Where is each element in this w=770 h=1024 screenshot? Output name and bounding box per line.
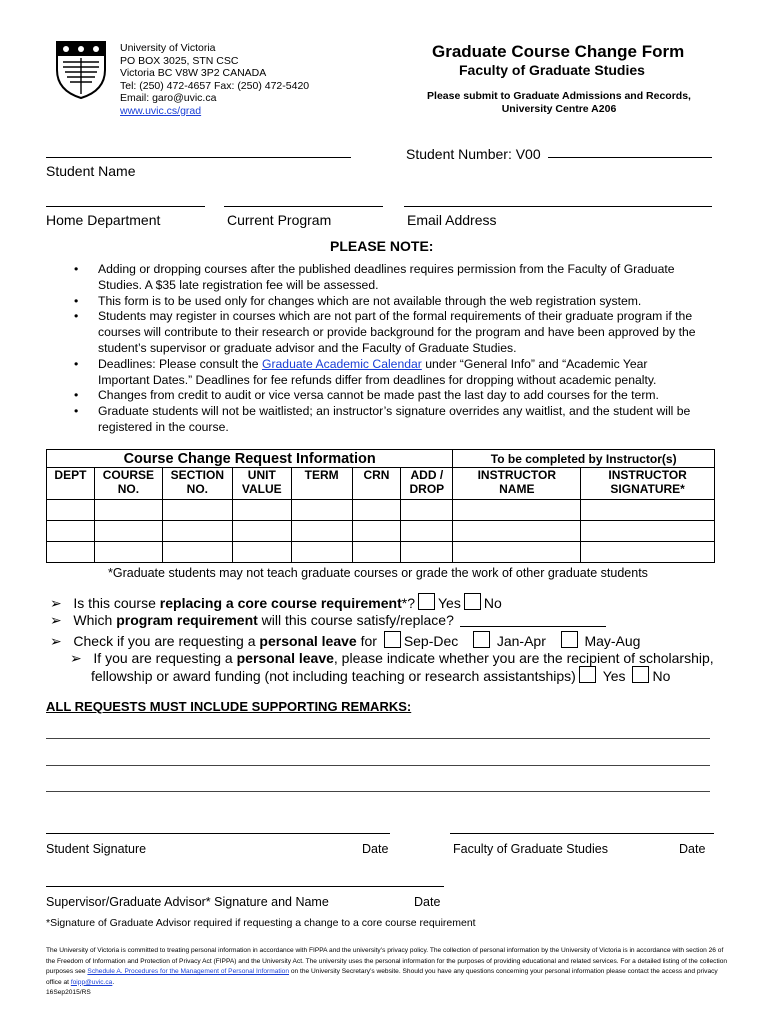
student-date-label: Date [362, 842, 389, 856]
university-crest [54, 40, 108, 100]
submit-line: Please submit to Graduate Admissions and Records, [427, 90, 691, 102]
fgs-date-label: Date [679, 842, 706, 856]
note-item: • This form is to be used only for changes which are not available through the web registration system. [74, 293, 642, 308]
funding-yes-checkbox[interactable] [579, 666, 596, 683]
fgs-label: Faculty of Graduate Studies [453, 842, 608, 856]
col-header-instructor-signature: INSTRUCTOR SIGNATURE* [581, 468, 715, 500]
jan-apr-checkbox[interactable] [473, 631, 490, 648]
student-signature-label: Student Signature [46, 842, 147, 856]
col-header-add-drop: ADD / DROP [401, 468, 453, 500]
table-row [47, 500, 715, 521]
student-signature-field[interactable] [46, 833, 390, 834]
funding-no-checkbox[interactable] [632, 666, 649, 683]
remarks-line[interactable] [46, 738, 710, 739]
address-line: Email: garo@uvic.ca [120, 92, 217, 104]
col-header-unit-value: UNIT VALUE [232, 468, 291, 500]
submit-instructions [400, 90, 718, 116]
remarks-line[interactable] [46, 765, 710, 766]
remarks-line[interactable] [46, 791, 710, 792]
question-personal-leave: ➢ Check if you are requesting a personal leave for Sep-Dec Jan-Apr May-Aug [50, 633, 641, 649]
core-yes-checkbox[interactable] [418, 593, 435, 610]
arrow-icon: ➢ [50, 633, 62, 649]
address-line: Tel: (250) 472-4657 Fax: (250) 472-5420 [120, 79, 310, 92]
address-line: University of Victoria [120, 42, 216, 54]
note-item: • Graduate students will not be waitlisted; an instructor’s signature overrides any waitlist, and the student will be registered in the course. [74, 404, 691, 434]
table-row [47, 542, 715, 563]
foipp-email-link[interactable]: foipp@uvic.ca [70, 978, 113, 986]
form-subtitle: Faculty of Graduate Studies [459, 62, 645, 78]
address-line: Victoria BC V8W 3P2 CANADA [120, 67, 267, 79]
form-title: Graduate Course Change Form [432, 42, 685, 61]
course-change-table [46, 449, 715, 563]
notes-list [62, 262, 702, 436]
note-item: • Deadlines: Please consult the Graduate Academic Calendar under “General Info” and “Academic Year Important Dates.” Deadlines for fee refunds differ from deadlines for dropping without academic penalty. [74, 356, 657, 387]
supervisor-signature-field[interactable] [46, 886, 444, 887]
address-line: PO BOX 3025, STN CSC [120, 54, 239, 67]
student-name-label: Student Name [46, 163, 136, 179]
instructor-section-title: To be completed by Instructor(s) [453, 450, 715, 468]
privacy-procedures-link[interactable]: Schedule A. Procedures for the Management of Personal Information [87, 968, 290, 975]
may-aug-checkbox[interactable] [561, 631, 578, 648]
home-department-field[interactable] [46, 206, 205, 207]
note-item: • Students may register in courses which are not part of the formal requirements of their graduate program if the courses will contribute to their research or provide background for the program and have been approved by the student’s supervisor or graduate advisor and the Faculty of Graduate Studies. [74, 309, 696, 355]
student-number-field[interactable] [548, 157, 712, 158]
question-scholarship: ➢ If you are requesting a personal leave, please indicate whether you are the recipient of scholarship, [70, 650, 714, 666]
question-program-requirement: ➢ Which program requirement will this course satisfy/replace? [50, 612, 454, 628]
email-address-label: Email Address [407, 212, 497, 228]
fgs-signature-field[interactable] [450, 833, 714, 834]
arrow-icon: ➢ [50, 595, 62, 611]
home-department-label: Home Department [46, 212, 161, 228]
form-version: 16Sep2015/RS [46, 989, 91, 996]
question-scholarship-line2: fellowship or award funding (not including teaching or research assistantships) Yes No [91, 668, 671, 684]
university-address [120, 42, 309, 117]
email-address-field[interactable] [404, 206, 712, 207]
col-header-dept: DEPT [47, 468, 95, 500]
col-header-section-no: SECTION NO. [162, 468, 232, 500]
sep-dec-checkbox[interactable] [384, 631, 401, 648]
graduate-calendar-link[interactable]: Graduate Academic Calendar [261, 356, 422, 371]
remarks-heading: ALL REQUESTS MUST INCLUDE SUPPORTING REMARKS: [46, 699, 412, 714]
arrow-icon: ➢ [50, 612, 62, 628]
col-header-course-no: COURSE NO. [94, 468, 162, 500]
core-no-checkbox[interactable] [464, 593, 481, 610]
col-header-instructor-name: INSTRUCTOR NAME [453, 468, 581, 500]
supervisor-date-label: Date [414, 895, 441, 909]
privacy-statement: The University of Victoria is committed to treating personal information in accordance with FIPPA and the university’s privacy policy. The collection of personal information by the University of Victoria is in accordance with section 26 of the Freedom of Information and Protection of Privacy Act (FIPPA) and the University Act. The university uses the personal information for the purposes of providing educational and related services. For a detailed listing of the collection purposes see Schedule A. Procedures for the Management of Personal Information on the University Secretary’s website. Should you have any questions concerning your personal information please contact the access and privacy office at foipp@uvic.ca. 16Sep2015/RS [46, 946, 728, 999]
student-name-field[interactable] [46, 157, 351, 158]
grad-website-link[interactable]: www.uvic.cs/grad [120, 104, 202, 117]
note-item: • Changes from credit to audit or vice versa cannot be made past the last day to add courses for the term. [74, 388, 659, 403]
table-row [47, 521, 715, 542]
question-core-replacement: ➢ Is this course replacing a core course requirement*? Yes No [50, 595, 502, 611]
col-header-crn: CRN [352, 468, 401, 500]
table-footnote: *Graduate students may not teach graduate courses or grade the work of other graduate students [108, 566, 648, 580]
course-info-title: Course Change Request Information [47, 450, 453, 468]
col-header-term: TERM [291, 468, 352, 500]
student-number-label: Student Number: V00 [406, 146, 541, 162]
advisor-note: *Signature of Graduate Advisor required if requesting a change to a core course requirement [46, 917, 476, 929]
please-note-heading: PLEASE NOTE: [330, 238, 434, 254]
note-item: • Adding or dropping courses after the published deadlines requires permission from the Faculty of Graduate Studies. A $35 late registration fee will be assessed. [74, 262, 675, 292]
supervisor-signature-label: Supervisor/Graduate Advisor* Signature and Name [46, 895, 329, 909]
current-program-label: Current Program [227, 212, 332, 228]
program-requirement-field[interactable] [460, 626, 606, 627]
current-program-field[interactable] [224, 206, 383, 207]
arrow-icon: ➢ [70, 650, 82, 666]
submit-line: University Centre A206 [501, 103, 617, 115]
